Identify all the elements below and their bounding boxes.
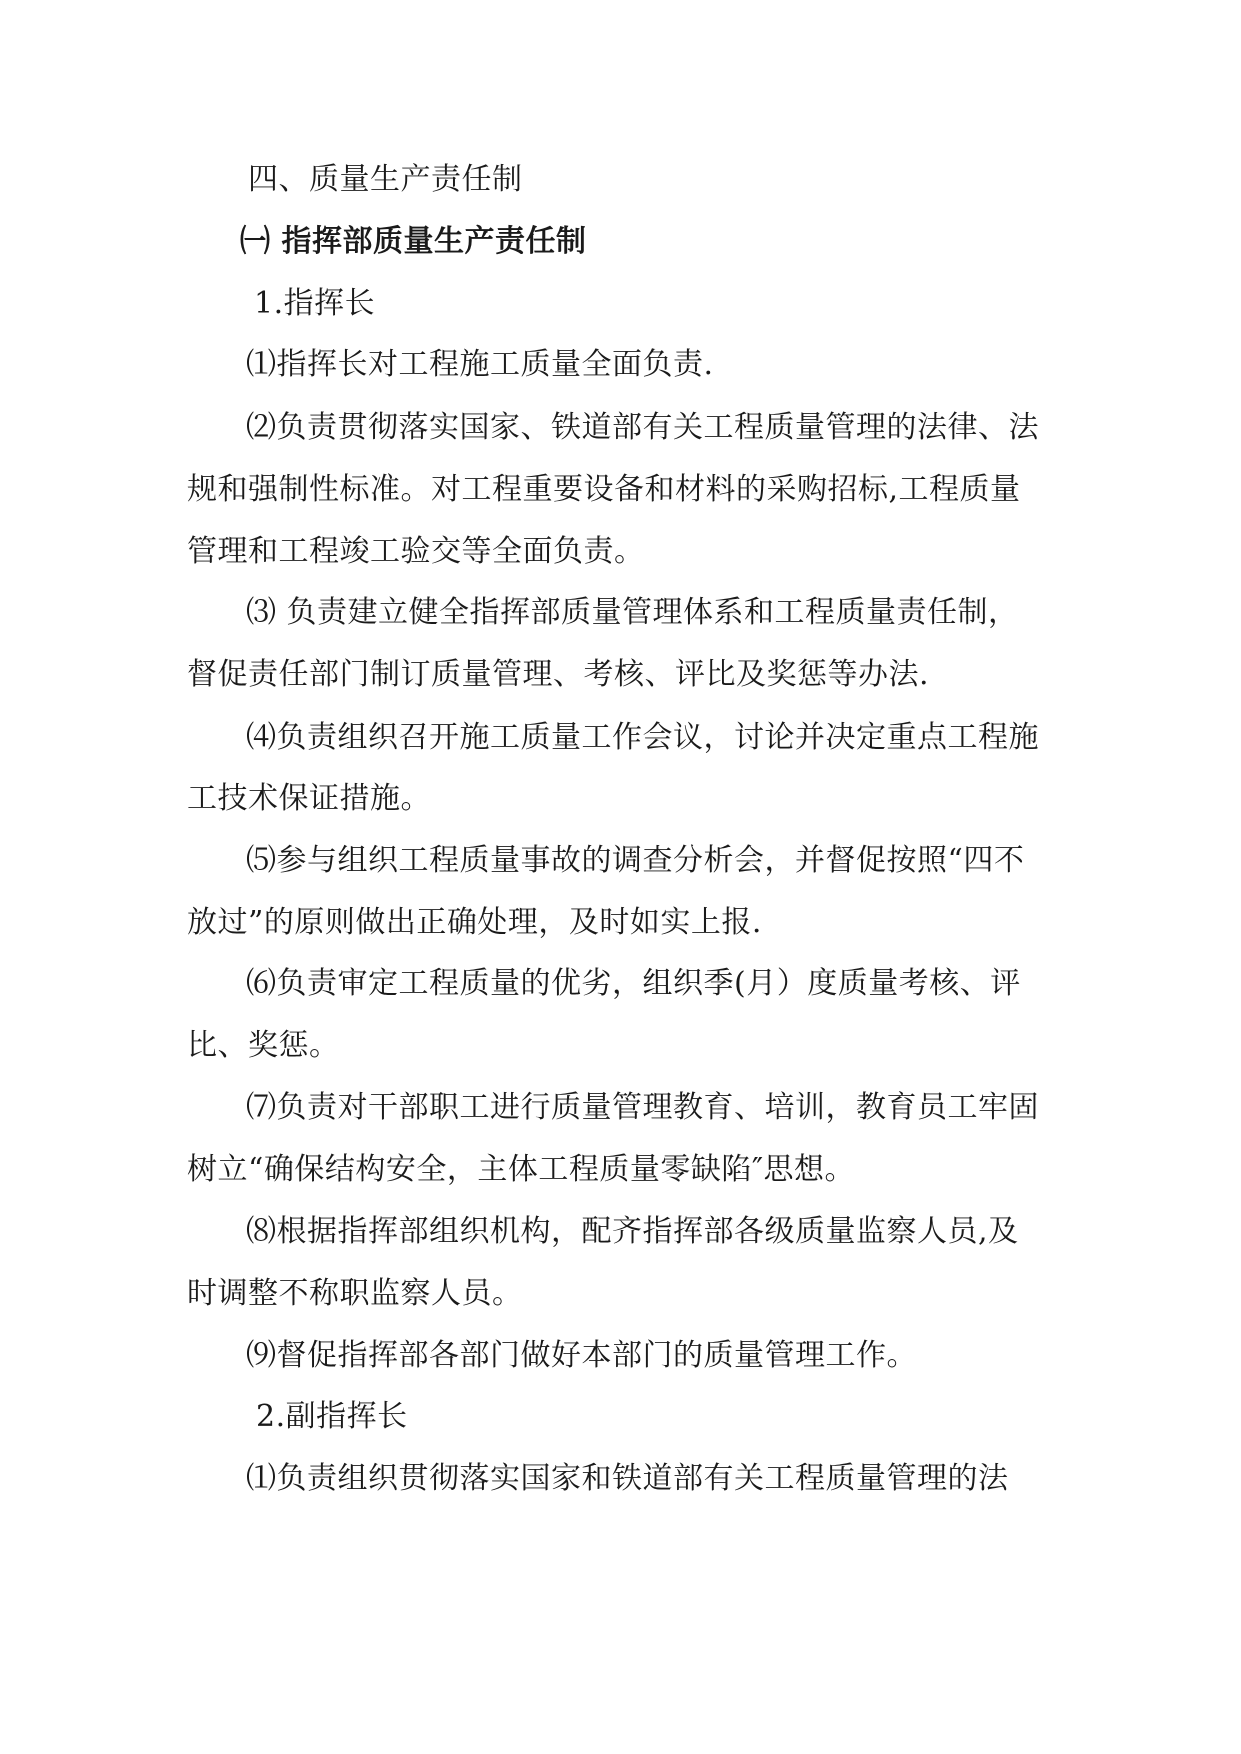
commander-item-7-line-2: 树立“确保结构安全，主体工程质量零缺陷″思想。 xyxy=(187,1152,856,1187)
commander-item-2-line-2: 规和强制性标准。对工程重要设备和材料的采购招标,工程质量 xyxy=(187,472,1021,507)
subsection-title: ㈠ 指挥部质量生产责任制 xyxy=(240,224,587,259)
section-title: 四、质量生产责任制 xyxy=(248,162,523,197)
commander-item-2-line-1: ⑵负责贯彻落实国家、铁道部有关工程质量管理的法律、法 xyxy=(246,410,1039,445)
commander-item-5-line-1: ⑸参与组织工程质量事故的调查分析会，并督促按照“四不 xyxy=(246,843,1025,878)
commander-item-9-line-1: ⑼督促指挥部各部门做好本部门的质量管理工作。 xyxy=(246,1338,917,1373)
commander-item-8-line-1: ⑻根据指挥部组织机构，配齐指挥部各级质量监察人员,及 xyxy=(246,1214,1019,1249)
commander-item-6-line-1: ⑹负责审定工程质量的优劣，组织季(月）度质量考核、评 xyxy=(246,966,1021,1001)
commander-item-4-line-2: 工技术保证措施。 xyxy=(187,781,431,816)
commander-item-2-line-3: 管理和工程竣工验交等全面负责。 xyxy=(187,534,645,569)
commander-item-4-line-1: ⑷负责组织召开施工质量工作会议，讨论并决定重点工程施 xyxy=(246,720,1039,755)
commander-item-3-line-1: ⑶ 负责建立健全指挥部质量管理体系和工程质量责任制， xyxy=(246,595,1019,630)
commander-item-3-line-2: 督促责任部门制订质量管理、考核、评比及奖惩等办法. xyxy=(187,657,930,692)
commander-item-5-line-2: 放过”的原则做出正确处理，及时如实上报. xyxy=(187,905,762,940)
commander-item-1-line-1: ⑴指挥长对工程施工质量全面负责. xyxy=(246,347,714,382)
commander-item-7-line-1: ⑺负责对干部职工进行质量管理教育、培训，教育员工牢固 xyxy=(246,1090,1039,1125)
deputy-item-1-line-1: ⑴负责组织贯彻落实国家和铁道部有关工程质量管理的法 xyxy=(246,1461,1009,1496)
commander-item-8-line-2: 时调整不称职监察人员。 xyxy=(187,1276,523,1311)
commander-item-6-line-2: 比、奖惩。 xyxy=(187,1028,340,1063)
commander-heading: 1.指挥长 xyxy=(254,286,376,321)
deputy-commander-heading: 2.副指挥长 xyxy=(256,1399,408,1434)
